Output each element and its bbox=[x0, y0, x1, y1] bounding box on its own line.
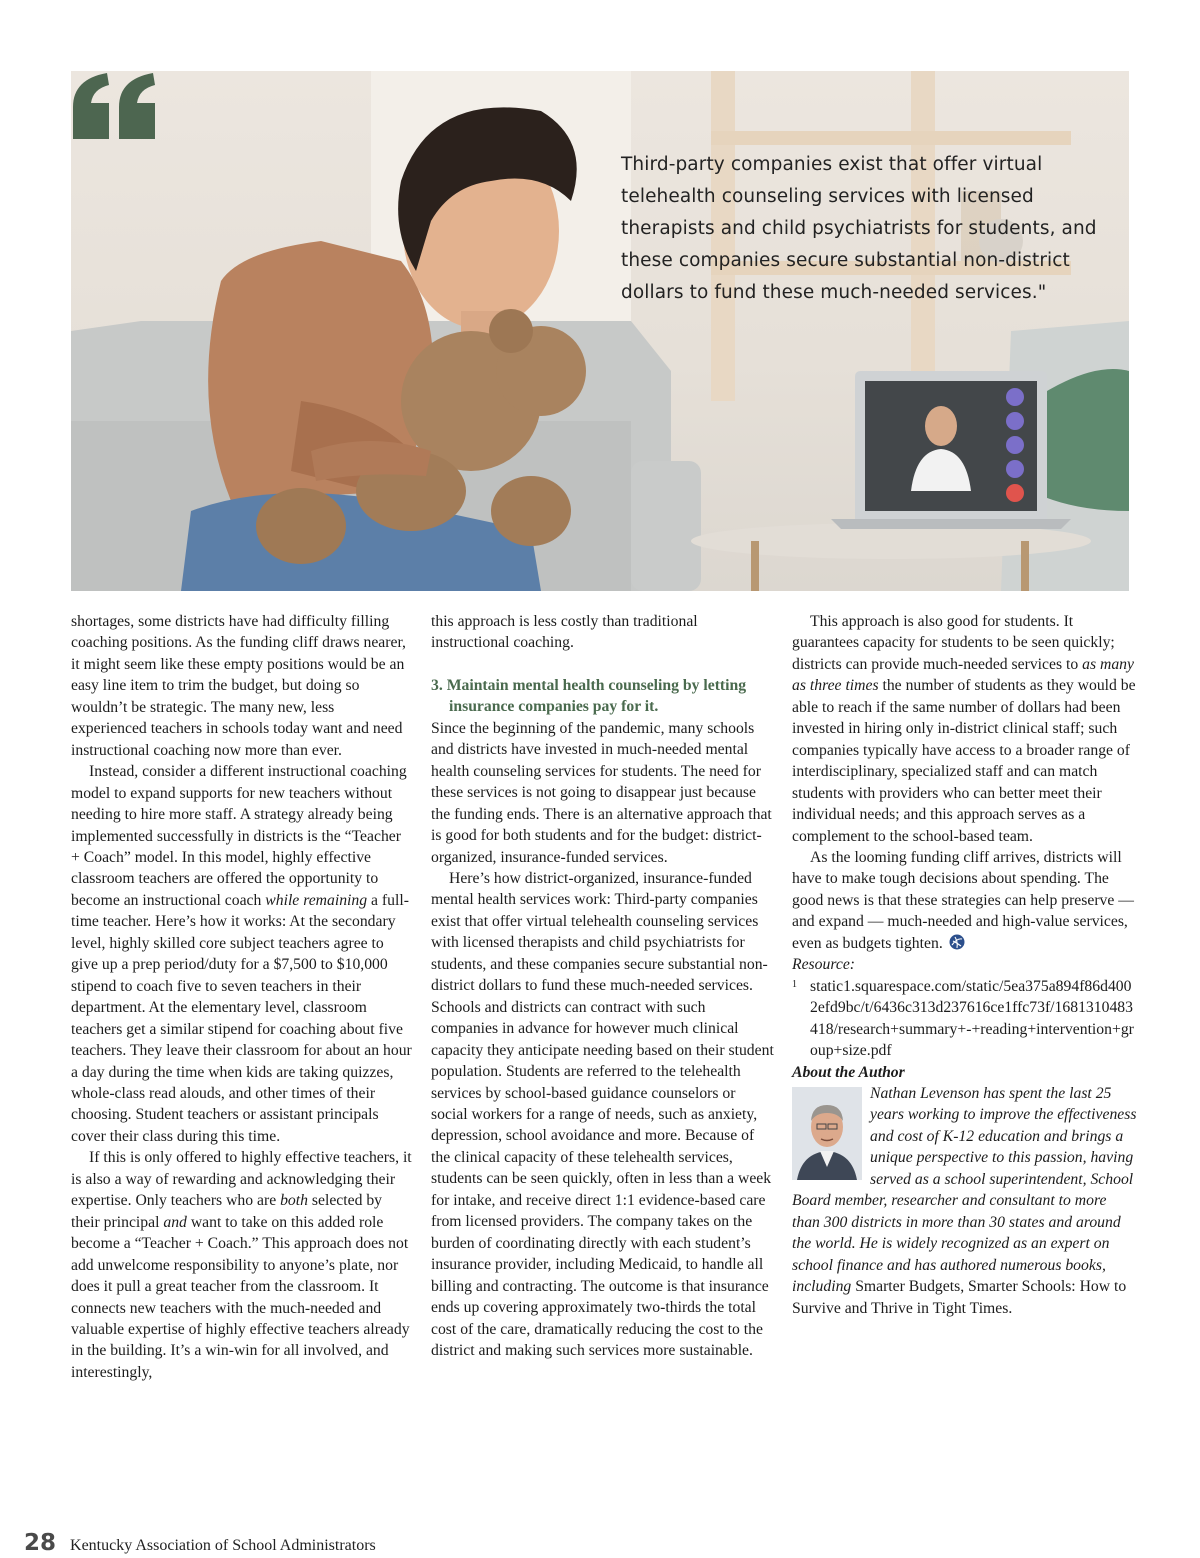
author-photo bbox=[792, 1087, 862, 1180]
publication-name: Kentucky Association of School Administrators bbox=[70, 1537, 376, 1554]
paragraph: If this is only offered to highly effective teachers, it is also a way of rewarding and acknowledging their expertise. Only teachers who are both selected by their principal and want to take on this added role become a “Teacher + Coach.” This approach does not add unwelcome responsibility to anyone’s plate, nor does it pull a great teacher from the classroom. It connects new teachers with the much-needed and valuable expertise of highly effective teachers already in the building. It’s a win-win for all involved, and interestingly, bbox=[71, 1149, 412, 1381]
column-2 bbox=[431, 611, 776, 1361]
paragraph: As the looming funding cliff arrives, districts will have to make tough decisions about spending. The good news is that these strategies can help preserve — and expand — much-needed and high-value services, even as budgets tighten. bbox=[792, 848, 1134, 952]
quotation-mark-icon bbox=[71, 71, 161, 141]
column-1 bbox=[71, 611, 413, 1383]
column-3 bbox=[792, 611, 1137, 1319]
paragraph: Here’s how district-organized, insurance-funded mental health services work: Third-party companies exist that offer virtual telehealth counseling services with licensed therapists and child psychiatrists for students, and these companies secure substantial non-district dollars to fund these much-needed services. Schools and districts can contract with such companies in advance for however much clinical capacity they anticipate needing based on their student population. Students are referred to the telehealth services by school-based guidance counselors or social workers for a range of needs, such as anxiety, depression, school avoidance and more. Because of the clinical capacity of these telehealth services, students can be seen quickly, often in less than a week for intake, and receive direct 1:1 evidence-based care from licensed providers. The company takes on the burden of coordinating directly with each student’s insurance provider, including Medicaid, to handle all billing and contracting. The outcome is that insurance ends up covering approximately two-thirds the total cost of the care, dramatically reducing the cost to the district and making such services more sustainable. bbox=[431, 869, 774, 1359]
emphasis: while remaining bbox=[265, 891, 368, 909]
emphasis: and bbox=[163, 1213, 187, 1231]
page-number: 28 bbox=[24, 1530, 57, 1556]
about-author-heading: About the Author bbox=[792, 1063, 905, 1081]
end-of-article-icon bbox=[949, 934, 965, 950]
author-bio: Nathan Levenson has spent the last 25 years working to improve the effectiveness and cost of K-12 education and brings a unique perspective to this passion, having served as a school superintendent, School Board member, researcher and consultant to more than 300 districts in more than 30 states and around the world. He is widely recognized as an expert on school finance and has authored numerous books, including Smarter Budgets, Smarter Schools: How to Survive and Thrive in Tight Times. bbox=[792, 1084, 1137, 1317]
paragraph: Instead, consider a different instructional coaching model to expand supports for new teachers without needing to hire more staff. A strategy already being implemented successfully in districts is the “Teacher + Coach” model. In this model, highly effective classroom teachers are offered the opportunity to become an instructional coach while remaining a full-time teacher. Here’s how it works: At the secondary level, highly skilled core subject teachers agree to give up a prep period/duty for a $7,500 to $10,000 stipend to coach five to seven teachers in their department. At the elementary level, classroom teachers get a similar stipend for coaching about five teachers. They leave their classroom for about an hour a day during the time when kids are taking quizzes, whole-class read alouds, and other times of their choosing. Student teachers or assistant principals cover their class during this time. bbox=[71, 763, 412, 1145]
emphasis: both bbox=[280, 1192, 308, 1210]
paragraph: This approach is also good for students. It guarantees capacity for students to be seen quickly; districts can provide much-needed services to as many as three times the number of students as they would be able to reach if the same number of dollars had been invested in hiring only in-district clinical staff; such companies typically have access to a broader range of interdisciplinary, specialized staff and can match students with providers who can better meet their individual needs; and this approach serves as a complement to the school-based team. bbox=[792, 613, 1136, 845]
emphasis: as many as three times bbox=[792, 655, 1134, 695]
pull-quote: Third-party companies exist that offer virtual telehealth counseling services with licensed therapists and child psychiatrists for students, and these companies secure substantial non-district dollars to fund these much-needed services." bbox=[621, 154, 1097, 303]
paragraph: shortages, some districts have had difficulty filling coaching positions. As the funding cliff draws nearer, it might seem like these empty positions would be an easy line item to trim the budget, but doing so wouldn’t be strategic. The many new, less experienced teachers in schools today want and need instructional coaching now more than ever. bbox=[71, 613, 406, 759]
book-title: Smarter Budgets, Smarter Schools: How to Survive and Thrive in Tight Times. bbox=[792, 1278, 1127, 1317]
paragraph: Since the beginning of the pandemic, many schools and districts have invested in much-needed mental health counseling services for students. The need for these services is not going to disappear just because the funding ends. There is an alternative approach that is good for both students and for the budget: district-organized, insurance-funded services. bbox=[431, 719, 772, 866]
hero-photo bbox=[71, 71, 1129, 591]
resource-label: Resource: bbox=[792, 956, 856, 974]
paragraph: this approach is less costly than traditional instructional coaching. bbox=[431, 613, 698, 652]
author-portrait bbox=[792, 1087, 862, 1180]
page-footer bbox=[24, 1530, 376, 1558]
footnote bbox=[792, 976, 1137, 1062]
section-heading: 3. Maintain mental health counseling by letting insurance companies pay for it. bbox=[431, 676, 747, 716]
footnote-number: 1 bbox=[792, 978, 797, 990]
resource-link[interactable]: static1.squarespace.com/static/5ea375a894f86d4002efd9bc/t/6436c313d237616ce1ffc73f/1681310483418/research+summary+-+reading+intervention+group+size.pdf bbox=[810, 977, 1134, 1060]
